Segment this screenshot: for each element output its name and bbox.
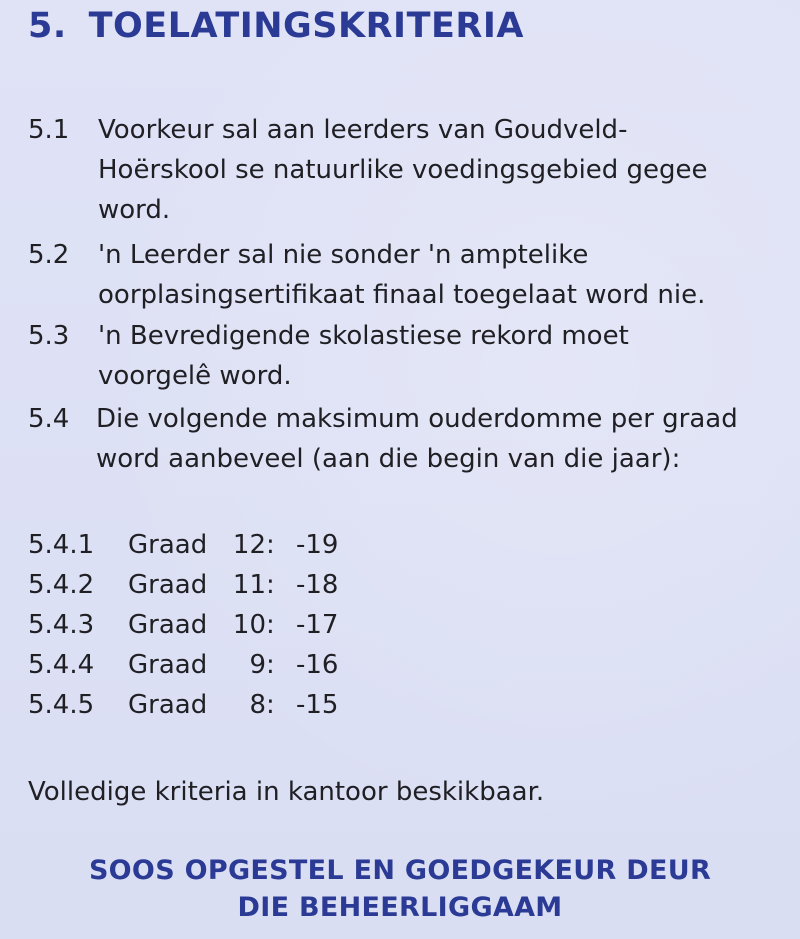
grade-label: Graad (128, 530, 208, 560)
availability-note: Volledige kriteria in kantoor beskikbaar. (28, 777, 545, 807)
criterion-line: 'n Bevredigende skolastiese rekord moet (98, 321, 629, 351)
age-limit-code: 5.4.2 (28, 570, 95, 600)
criterion-number: 5.2 (28, 240, 70, 270)
max-age: -19 (296, 530, 339, 560)
criterion-line: voorgelê word. (98, 361, 292, 391)
criterion-number: 5.1 (28, 115, 70, 145)
grade-label: Graad (128, 690, 208, 720)
grade-label: Graad (128, 610, 208, 640)
criterion-line: word. (98, 195, 171, 225)
criterion-line: Hoërskool se natuurlike voedingsgebied gegee (98, 155, 708, 185)
age-limit-code: 5.4.4 (28, 650, 95, 680)
footer-line: SOOS OPGESTEL EN GOEDGEKEUR DEUR (88, 855, 712, 886)
criterion-line: Voorkeur sal aan leerders van Goudveld- (98, 115, 628, 145)
grade-number: 12 (232, 530, 266, 560)
section-heading (28, 6, 524, 46)
max-age: -15 (296, 690, 339, 720)
criterion-line: word aanbeveel (aan die begin van die jaar): (96, 444, 681, 474)
approval-footer (0, 852, 800, 926)
criterion-text (96, 399, 738, 479)
criterion-text (98, 316, 629, 396)
criterion-text (98, 235, 705, 315)
grade-number: 11 (232, 570, 266, 600)
document-page: 5. TOELATINGSKRITERIA 5.1 Voorkeur sal aan leerders van Goudveld- Hoërskool se natuurlike voedingsgebied gegee word. 5.2 'n Leerder sal nie sonder 'n amptelike oorplasingsertifikaat finaal toegelaat word nie. 5.3 'n Bevredigende skolastiese rekord moet voorgelê word. 5.4 Die volgende maksimum ouderdomme per graad word aanbeveel (aan die begin van die jaar): 5.4.1 Graad 12 : -19 5.4.2 Graad 11 : -18 5.4.3 Graad 10 : -17 5.4.4 Graad 9 : -16 5.4.5 Graad 8 : -15 Volledige kriteria in kantoor beskikbaar. SOOS OPGESTEL EN GOEDGEKEUR DEUR DIE BEHEERLIGGAAM (0, 0, 800, 939)
criterion-line: Die volgende maksimum ouderdomme per graad (96, 404, 738, 434)
max-age: -16 (296, 650, 339, 680)
grade-number: 9 (249, 650, 266, 680)
criterion-line: 'n Leerder sal nie sonder 'n amptelike (98, 240, 589, 270)
criterion-text (98, 110, 708, 230)
grade-label: Graad (128, 650, 208, 680)
section-number: 5. (28, 6, 67, 46)
grade-label: Graad (128, 570, 208, 600)
footer-line: DIE BEHEERLIGGAAM (237, 892, 563, 923)
age-limit-code: 5.4.1 (28, 530, 95, 560)
criterion-number: 5.4 (28, 404, 70, 434)
age-limit-code: 5.4.5 (28, 690, 95, 720)
max-age: -18 (296, 570, 339, 600)
age-limit-code: 5.4.3 (28, 610, 95, 640)
grade-number: 8 (249, 690, 266, 720)
criterion-line: oorplasingsertifikaat finaal toegelaat word nie. (98, 280, 706, 310)
criterion-number: 5.3 (28, 321, 70, 351)
section-title: TOELATINGSKRITERIA (88, 6, 524, 46)
grade-number: 10 (232, 610, 266, 640)
max-age: -17 (296, 610, 339, 640)
